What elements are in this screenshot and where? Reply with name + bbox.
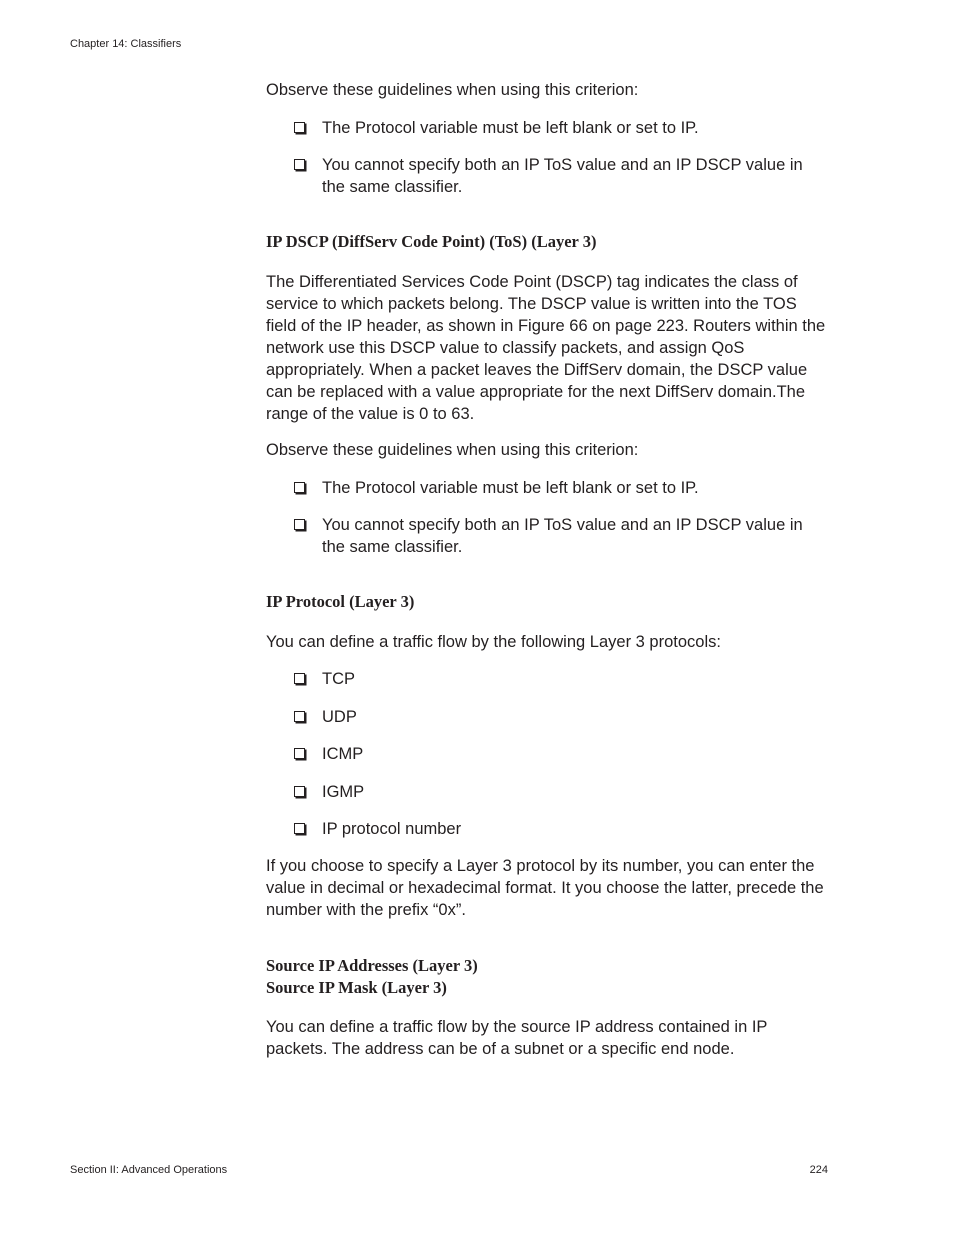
list-item bbox=[294, 154, 830, 198]
list-item-text: UDP bbox=[322, 708, 357, 726]
checkbox-bullet-icon bbox=[294, 786, 305, 797]
checkbox-bullet-icon bbox=[294, 711, 305, 722]
guidelines-intro: Observe these guidelines when using this criterion: bbox=[266, 81, 639, 99]
guidelines-intro: Observe these guidelines when using this criterion: bbox=[266, 441, 639, 459]
checkbox-bullet-icon bbox=[294, 519, 305, 530]
section-heading-source-ip-addresses: Source IP Addresses (Layer 3) bbox=[266, 956, 478, 975]
section-heading-ip-protocol: IP Protocol (Layer 3) bbox=[266, 592, 415, 611]
list-item-text: The Protocol variable must be left blank or set to IP. bbox=[322, 479, 699, 497]
checkbox-bullet-icon bbox=[294, 482, 305, 493]
list-item bbox=[294, 781, 830, 803]
dscp-paragraph: The Differentiated Services Code Point (DSCP) tag indicates the class of service to which packets belong. The DSCP value is written into the TOS field of the IP header, as shown in Figure 66 on page 223. Routers within the network use this DSCP value to classify packets, and assign QoS appropriately. When a packet leaves the DiffServ domain, the DSCP value can be replaced with a value appropriate for the next DiffServ domain.The range of the value is 0 to 63. bbox=[266, 273, 826, 423]
list-item bbox=[294, 514, 830, 558]
list-item-text: You cannot specify both an IP ToS value and an IP DSCP value in the same classifier. bbox=[322, 156, 803, 196]
list-item-text: IP protocol number bbox=[322, 820, 462, 838]
section-heading-source-ip-mask: Source IP Mask (Layer 3) bbox=[266, 978, 447, 997]
checkbox-bullet-icon bbox=[294, 159, 305, 170]
list-item bbox=[294, 818, 830, 840]
protocol-paragraph: If you choose to specify a Layer 3 protocol by its number, you can enter the value in decimal or hexadecimal format. It you choose the latter, precede the number with the prefix “0x”. bbox=[266, 857, 824, 919]
checkbox-bullet-icon bbox=[294, 823, 305, 834]
page-number: 224 bbox=[809, 1164, 828, 1176]
list-item-text: IGMP bbox=[322, 783, 365, 801]
list-item bbox=[294, 117, 830, 139]
checkbox-bullet-icon bbox=[294, 673, 305, 684]
list-item-text: ICMP bbox=[322, 745, 364, 763]
list-item bbox=[294, 668, 830, 690]
checkbox-bullet-icon bbox=[294, 122, 305, 133]
source-paragraph: You can define a traffic flow by the source IP address contained in IP packets. The address can be of a subnet or a specific end node. bbox=[266, 1018, 768, 1058]
running-footer-section: Section II: Advanced Operations bbox=[70, 1164, 228, 1176]
list-item bbox=[294, 706, 830, 728]
section-heading-ip-dscp: IP DSCP (DiffServ Code Point) (ToS) (Layer 3) bbox=[266, 232, 597, 251]
list-item bbox=[294, 477, 830, 499]
list-item-text: TCP bbox=[322, 670, 355, 688]
checkbox-bullet-icon bbox=[294, 748, 305, 759]
list-item-text: You cannot specify both an IP ToS value and an IP DSCP value in the same classifier. bbox=[322, 516, 803, 556]
running-header: Chapter 14: Classifiers bbox=[70, 38, 182, 50]
protocol-intro: You can define a traffic flow by the following Layer 3 protocols: bbox=[266, 633, 721, 651]
list-item-text: The Protocol variable must be left blank or set to IP. bbox=[322, 119, 699, 137]
list-item bbox=[294, 743, 830, 765]
